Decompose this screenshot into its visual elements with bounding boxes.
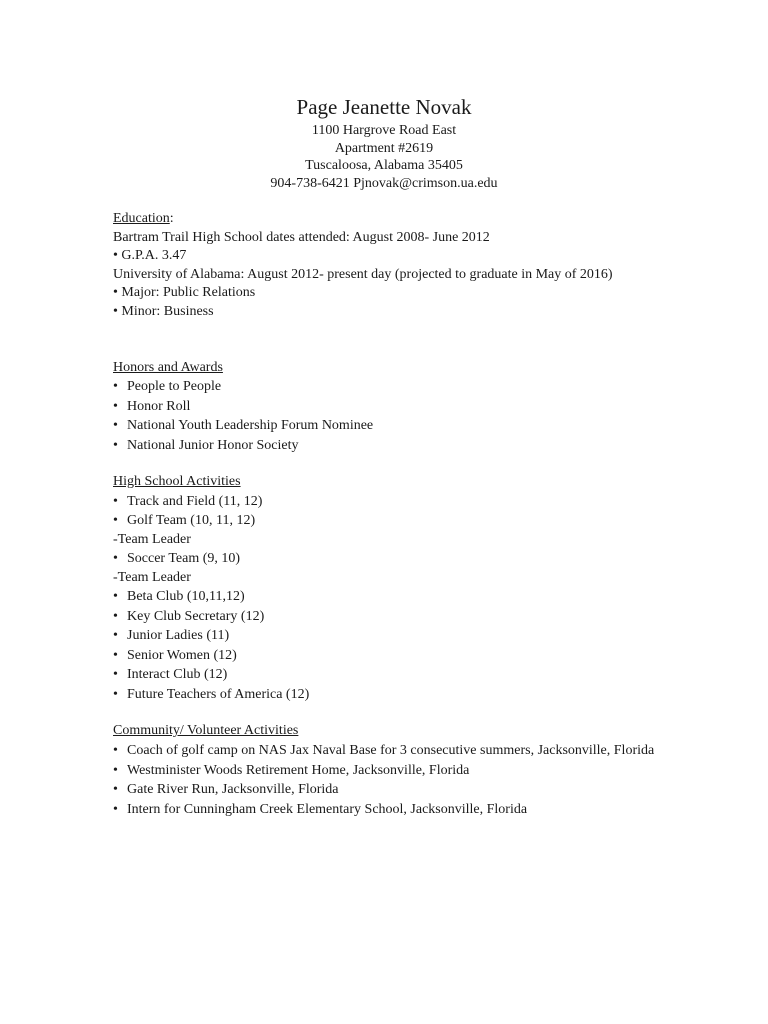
list-subitem xyxy=(113,531,673,550)
bullet-icon: • xyxy=(113,782,118,798)
list-item xyxy=(113,665,673,685)
education-line: • Major: Public Relations xyxy=(113,285,256,301)
list-item-text: National Youth Leadership Forum Nominee xyxy=(127,418,374,434)
list-item-text: -Team Leader xyxy=(113,569,191,585)
bullet-icon: • xyxy=(113,743,118,759)
list-item-text: Senior Women (12) xyxy=(127,647,237,663)
address-line-3: Tuscaloosa, Alabama 35405 xyxy=(305,158,463,173)
bullet-icon: • xyxy=(113,437,118,453)
list-item xyxy=(113,587,673,607)
bullet-icon: • xyxy=(113,398,118,414)
list-item xyxy=(113,646,673,666)
community-section xyxy=(113,722,673,819)
honors-heading: Honors and Awards xyxy=(113,359,223,375)
education-line: Bartram Trail High School dates attended: August 2008- June 2012 xyxy=(113,229,490,245)
bullet-icon: • xyxy=(113,493,118,509)
list-item xyxy=(113,741,673,761)
list-item xyxy=(113,511,673,531)
bullet-icon: • xyxy=(113,647,118,663)
applicant-name: Page Jeanette Novak xyxy=(296,95,472,119)
bullet-icon: • xyxy=(113,589,118,605)
education-heading: Education xyxy=(113,211,170,226)
list-item-text: Soccer Team (9, 10) xyxy=(127,551,241,567)
bullet-icon: • xyxy=(113,628,118,644)
education-heading-colon: : xyxy=(169,211,174,226)
bullet-icon: • xyxy=(113,608,118,624)
bullet-icon: • xyxy=(113,762,118,778)
education-line: • Minor: Business xyxy=(113,303,214,319)
list-item-text: Beta Club (10,11,12) xyxy=(127,589,245,605)
bullet-icon: • xyxy=(113,379,118,395)
section-spacer xyxy=(113,704,673,722)
list-item-text: Junior Ladies (11) xyxy=(127,628,230,644)
list-item-text: Track and Field (11, 12) xyxy=(127,493,263,509)
list-item xyxy=(113,626,673,646)
list-subitem xyxy=(113,569,673,588)
bullet-icon: • xyxy=(113,513,118,529)
list-item-text: Gate River Run, Jacksonville, Florida xyxy=(127,782,339,798)
list-item xyxy=(113,416,673,436)
list-item xyxy=(113,436,673,456)
community-heading: Community/ Volunteer Activities xyxy=(113,723,299,739)
resume-body xyxy=(113,210,673,819)
bullet-icon: • xyxy=(113,551,118,567)
address-line-2: Apartment #2619 xyxy=(334,140,434,156)
bullet-icon: • xyxy=(113,418,118,434)
resume-header xyxy=(0,92,768,192)
list-item xyxy=(113,492,673,512)
list-item xyxy=(113,761,673,781)
list-item xyxy=(113,780,673,800)
list-item xyxy=(113,607,673,627)
list-item-text: National Junior Honor Society xyxy=(127,437,299,453)
education-line: University of Alabama: August 2012- present day (projected to graduate in May of 2016) xyxy=(113,266,613,282)
list-item xyxy=(113,397,673,417)
education-line: • G.P.A. 3.47 xyxy=(113,248,187,264)
list-item xyxy=(113,685,673,705)
list-item-text: -Team Leader xyxy=(113,531,191,547)
activities-list xyxy=(113,492,673,705)
bullet-icon: • xyxy=(113,686,118,702)
list-item xyxy=(113,549,673,569)
list-item-text: Key Club Secretary (12) xyxy=(127,608,265,624)
list-item-text: Coach of golf camp on NAS Jax Naval Base for 3 consecutive summers, Jacksonville, Florida xyxy=(127,743,655,759)
list-item xyxy=(113,377,673,397)
activities-heading: High School Activities xyxy=(113,474,241,490)
list-item-text: Interact Club (12) xyxy=(127,667,228,683)
section-spacer xyxy=(113,322,673,359)
list-item-text: Intern for Cunningham Creek Elementary School, Jacksonville, Florida xyxy=(127,801,528,817)
section-spacer xyxy=(113,455,673,473)
contact-line: 904-738-6421 Pjnovak@crimson.ua.edu xyxy=(270,175,498,191)
address-line-1: 1100 Hargrove Road East xyxy=(311,123,457,138)
list-item-text: Golf Team (10, 11, 12) xyxy=(127,513,256,529)
list-item-text: Future Teachers of America (12) xyxy=(127,686,310,702)
activities-section xyxy=(113,473,673,704)
honors-section xyxy=(113,359,673,456)
bullet-icon: • xyxy=(113,801,118,817)
list-item-text: Honor Roll xyxy=(127,398,191,414)
list-item xyxy=(113,800,673,820)
education-section xyxy=(113,210,673,322)
bullet-icon: • xyxy=(113,667,118,683)
list-item-text: People to People xyxy=(127,379,222,395)
education-heading-line xyxy=(113,210,673,229)
list-item-text: Westminister Woods Retirement Home, Jacksonville, Florida xyxy=(127,762,470,778)
